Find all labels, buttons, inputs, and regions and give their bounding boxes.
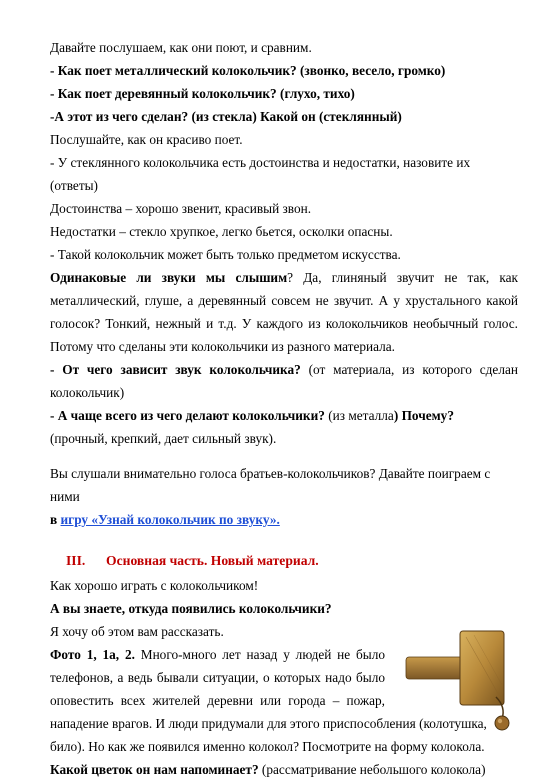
game-link-line (50, 508, 518, 531)
text-line: Достоинства – хорошо звенит, красивый звон. (50, 201, 312, 216)
bold-phrase: - От чего зависит звук колокольчика? (50, 362, 301, 377)
bold-phrase: ) Почему? (393, 408, 454, 423)
paragraph-text: (рассматривание небольшого колокола) (258, 762, 486, 777)
paragraph-text: ? Да, глиняный звучит не так, как металлический, глуше, а деревянный совсем не звучит. А у хрустального какой голосок? Тонкий, нежный и т.д. У каждого из колокольчиков необычный голос. Потому что сделаны эти колокольчики из разного материала. (50, 270, 519, 354)
bold-phrase: Одинаковые ли звуки мы слышим (50, 270, 288, 285)
paragraph-text: Много-много лет назад у людей не было телефонов, а ведь бывали ситуации, о которых надо было оповестить всех жителей деревни или города – пожар, (50, 647, 385, 708)
question-depends (50, 358, 518, 404)
text-line: - Такой колокольчик может быть только предметом искусства. (50, 247, 401, 262)
link-prefix: в (50, 512, 61, 527)
text-line: - У стеклянного колокольчика есть достоинства и недостатки, назовите их (ответы) (50, 155, 471, 193)
section-number: III. (66, 553, 86, 568)
question-wood-bell: - Как поет деревянный колокольчик? (глухо, тихо) (50, 86, 355, 101)
question-metal (50, 404, 518, 427)
text-line: Послушайте, как он красиво поет. (50, 132, 243, 147)
text-line: Я хочу об этом вам рассказать. (50, 624, 224, 639)
game-intro: Вы слушали внимательно голоса братьев-колокольчиков? Давайте поиграем с ними (50, 466, 491, 504)
spacer (50, 450, 518, 462)
text-line: Давайте послушаем, как они поют, и сравним. (50, 40, 312, 55)
paragraph-text: (из металла (324, 408, 394, 423)
wooden-rattle-image (404, 625, 524, 733)
bold-phrase: Какой цветок он нам напоминает? (50, 762, 259, 777)
text-line: Недостатки – стекло хрупкое, легко бьется, осколки опасны. (50, 224, 393, 239)
text-line: Как хорошо играть с колокольчиком! (50, 578, 259, 593)
photo-paragraph-block (50, 643, 518, 712)
question-glass-bell: -А этот из чего сделан? (из стекла) Какой он (стеклянный) (50, 109, 402, 124)
paragraph-text: (от материала, из которого сделан колокольчик) (50, 362, 518, 400)
document-body (50, 36, 518, 781)
photo-ref: Фото 1, 1а, 2. (50, 647, 135, 662)
spacer (50, 531, 518, 543)
paragraph-same-sounds (50, 266, 518, 358)
question-origin: А вы знаете, откуда появились колокольчики? (50, 601, 332, 616)
answer-metal: (прочный, крепкий, дает сильный звук). (50, 431, 277, 446)
bold-phrase: - А чаще всего из чего делают колокольчики? (50, 408, 325, 423)
section-heading (50, 549, 518, 572)
section-title: Основная часть. Новый материал. (106, 553, 319, 568)
game-link[interactable]: игру «Узнай колокольчик по звуку». (60, 512, 280, 527)
text-line: нападение врагов. И люди придумали для этого приспособления (колотушка, било). Но как же появился именно колокол? Посмотрите на форму колокола. (50, 716, 487, 754)
photo-paragraph (50, 643, 385, 712)
question-metal-bell: - Как поет металлический колокольчик? (звонко, весело, громко) (50, 63, 446, 78)
question-flower (50, 758, 518, 781)
